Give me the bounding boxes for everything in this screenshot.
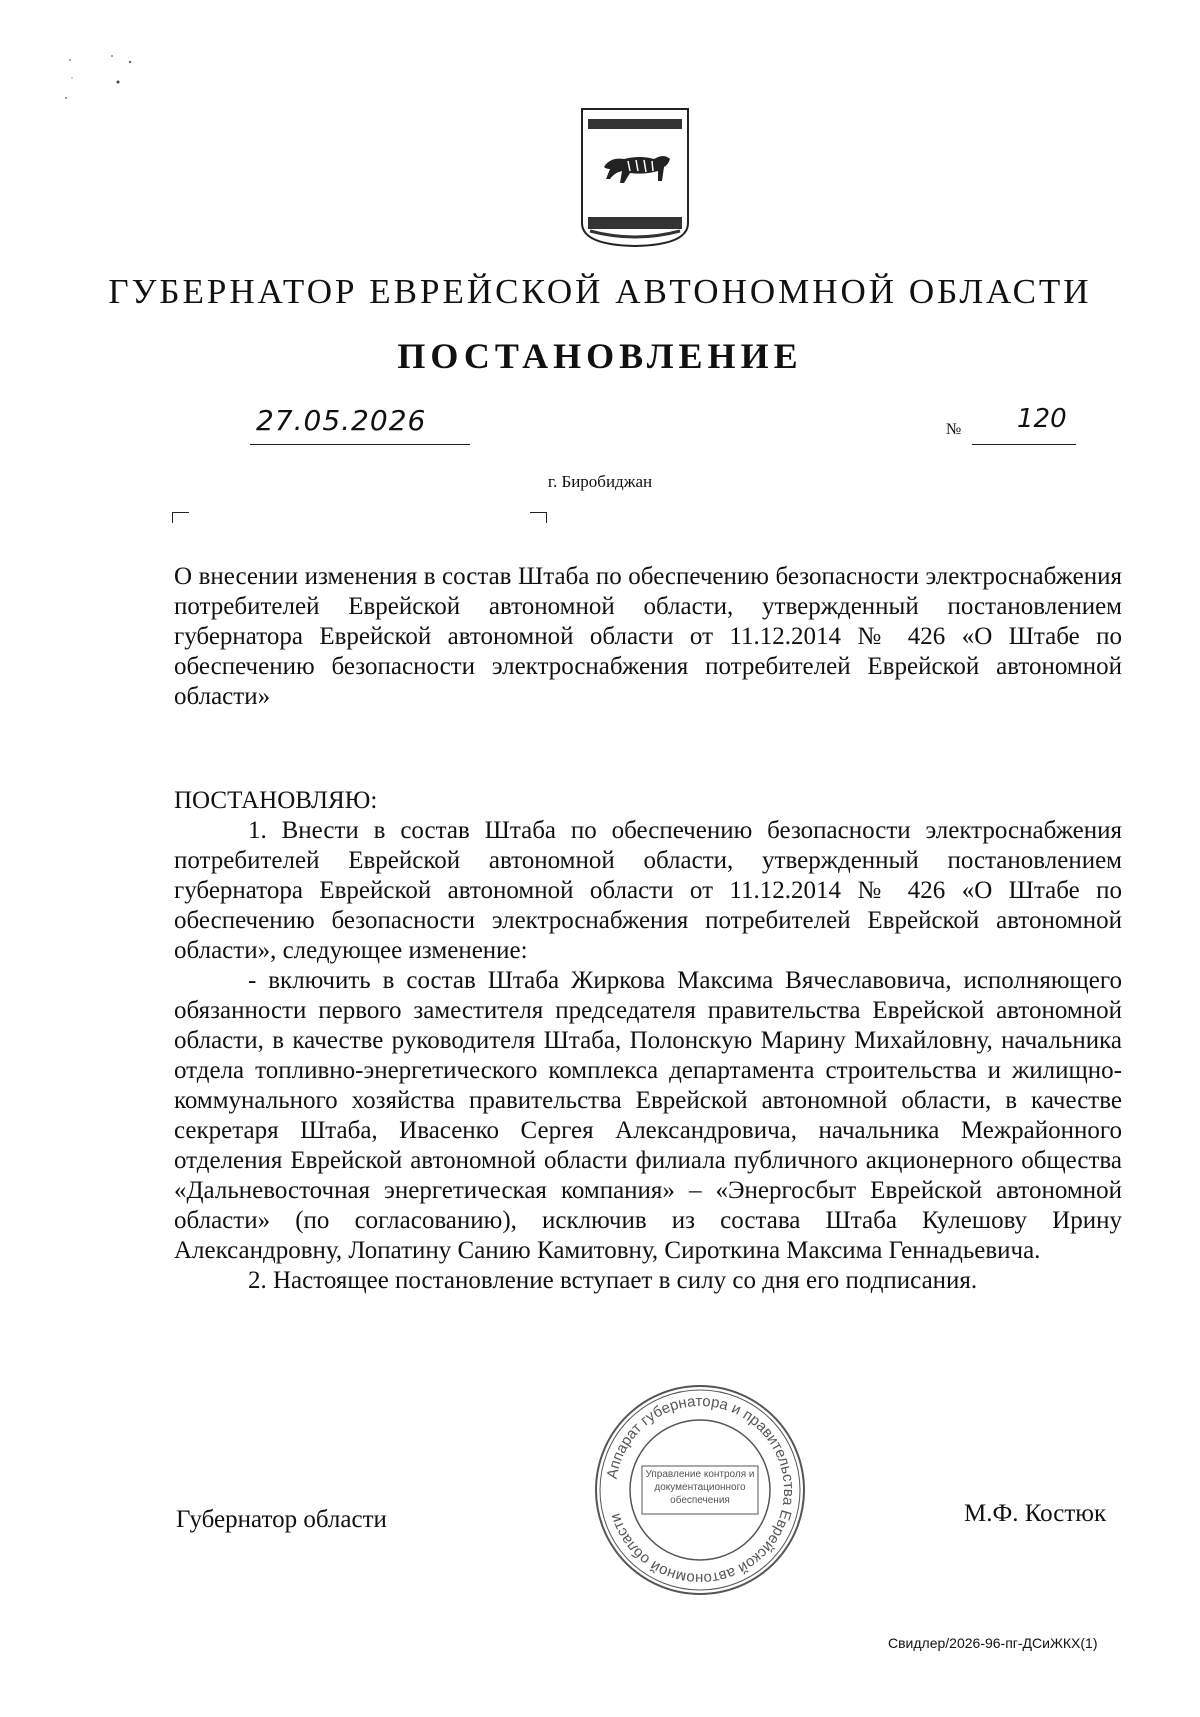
document-number-field [972, 404, 1076, 445]
document-body [174, 816, 1122, 1296]
paragraph-1: 1. Внести в состав Штаба по обеспечению безопасности электроснабжения потребителей Еврейской автономной области, утвержденный постановлением губернатора Еврейской автономной области от 11.12.2014 № 426 «О Штабе по обеспечению безопасности электроснабжения потребителей Еврейской автономной области», следующее изменение: [174, 817, 1122, 964]
stamp-inner-text: Управление контроля и документационного обеспечения [645, 1469, 755, 1506]
official-stamp [590, 1380, 810, 1600]
paragraph-change: - включить в состав Штаба Жиркова Максима Вячеславовича, исполняющего обязанности первого заместителя председателя правительства Еврейской автономной области, в качестве руководителя Штаба, Полонскую Марину Михайловну, начальника отдела топливно-энергетического комплекса департамента строительства и жилищно-коммунального хозяйства правительства Еврейской автономной области, в качестве секретаря Штаба, Ивасенко Сергея Александровича, начальника Межрайонного отделения Еврейской автономной области филиала публичного акционерного общества «Дальневосточная энергетическая компания» – «Энергосбыт Еврейской автономной области» (по согласованию), исключив из состава Штаба Кулешову Ирину Александровну, Лопатину Санию Камитовну, Сироткина Максима Геннадьевича. [174, 967, 1122, 1264]
signatory-title: Губернатор области [176, 1506, 387, 1533]
document-date-field [250, 404, 470, 445]
footer-reference: Свидлер/2026-96-пг-ДСиЖКХ(1) [888, 1635, 1098, 1651]
tiger-icon [604, 156, 670, 183]
signatory-name: М.Ф. Костюк [964, 1500, 1107, 1527]
city-name: г. Биробиджан [547, 472, 653, 491]
scan-artifacts [60, 50, 140, 110]
number-sign: № [946, 421, 962, 438]
resolution-heading: ПОСТАНОВЛЯЮ: [174, 787, 378, 814]
document-subject: О внесении изменения в состав Штаба по обеспечению безопасности электроснабжения потребителей Еврейской автономной области, утвержденный постановлением губернатора Еврейской автономной области от 11.12.2014 № 426 «О Штабе по обеспечению безопасности электроснабжения потребителей Еврейской автономной области» [174, 563, 1122, 710]
corner-mark-left [172, 512, 189, 523]
document-type: ПОСТАНОВЛЕНИЕ [397, 336, 803, 376]
coat-of-arms-emblem [578, 105, 692, 250]
stamp-outer-text: Аппарат губернатора и правительства Еврейской автономной области [603, 1392, 798, 1588]
handwritten-date: 27.05.2026 [256, 404, 427, 437]
corner-mark-right [530, 512, 547, 523]
issuing-authority: ГУБЕРНАТОР ЕВРЕЙСКОЙ АВТОНОМНОЙ ОБЛАСТИ [108, 272, 1092, 311]
handwritten-number: 120 [1017, 404, 1067, 434]
paragraph-2: 2. Настоящее постановление вступает в силу со дня его подписания. [248, 1267, 978, 1294]
